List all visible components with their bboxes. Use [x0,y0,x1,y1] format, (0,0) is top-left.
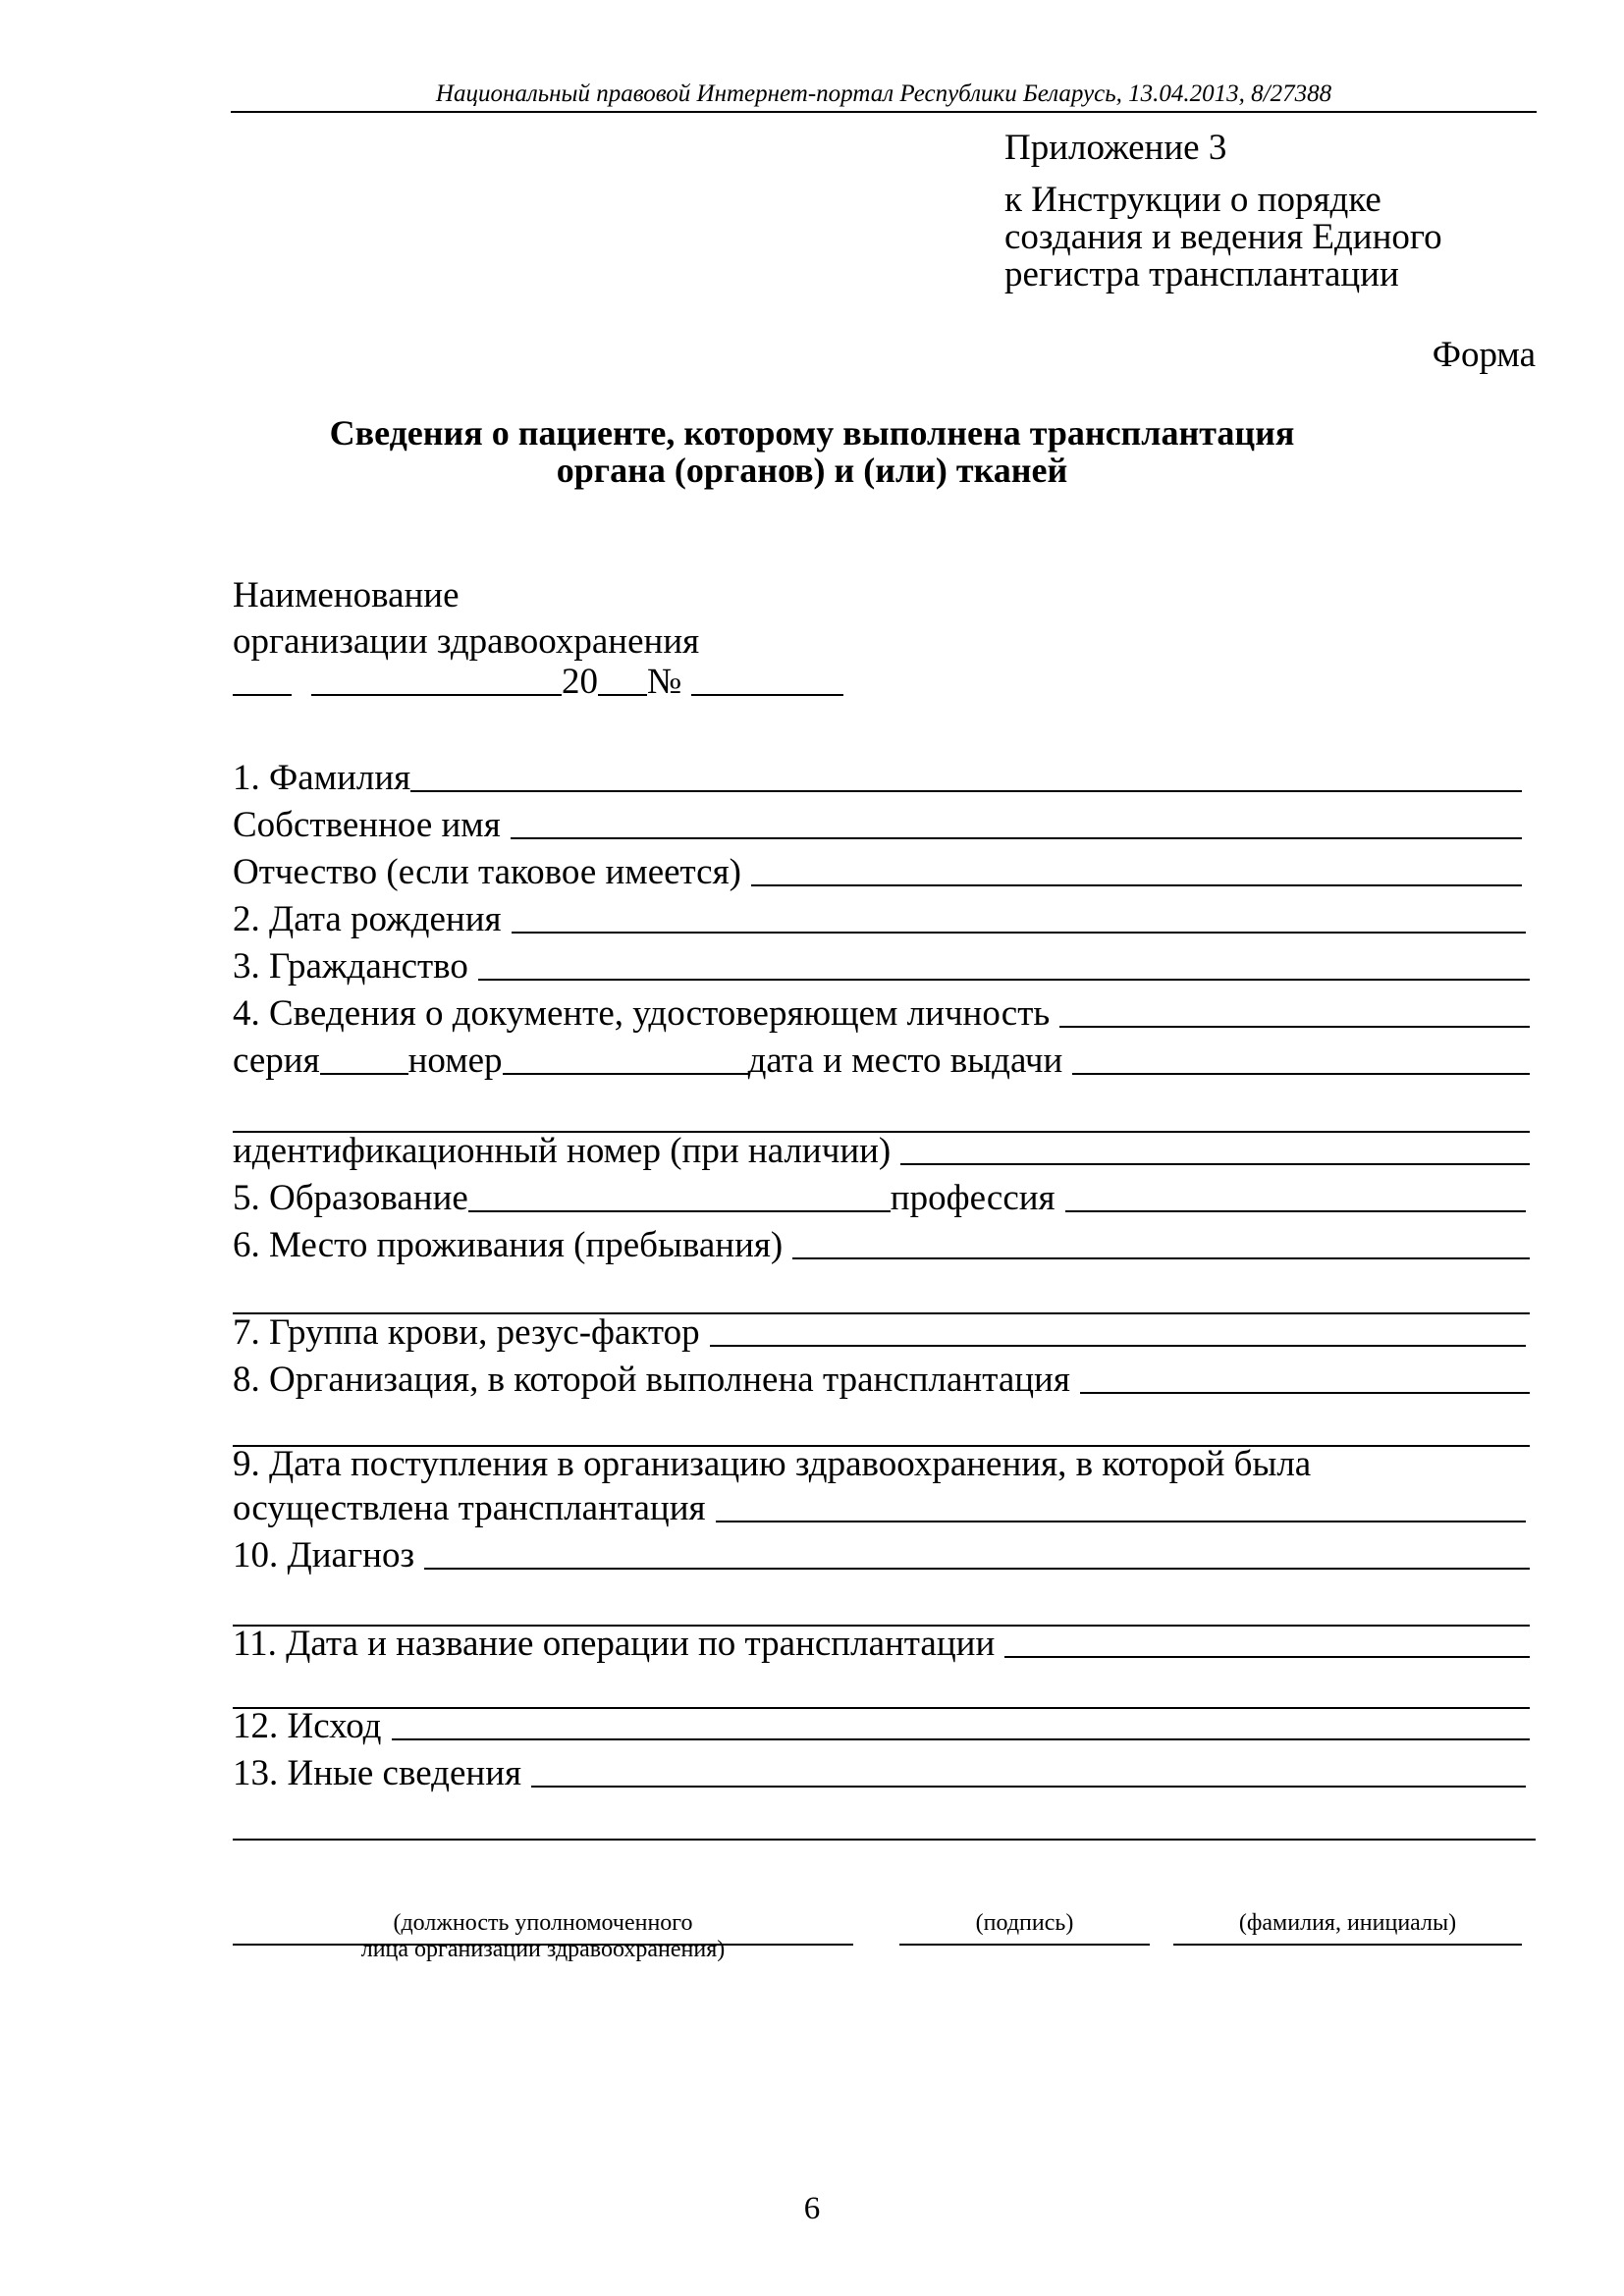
birth-date-field[interactable] [512,932,1526,934]
blood-field[interactable] [710,1345,1526,1347]
surname-field[interactable] [410,790,1522,792]
admission-label: осуществлена трансплантация [233,1488,706,1528]
education-field[interactable] [468,1210,891,1212]
page-number: 6 [803,2191,821,2226]
org-date-number-row [233,660,920,703]
day-field[interactable] [233,694,292,696]
other-row [233,1751,1526,1794]
series-label: серия [233,1041,320,1081]
id-document-field[interactable] [1059,1026,1530,1028]
admission-field[interactable] [716,1521,1526,1522]
operation-label: 11. Дата и название операции по трансплантации [233,1624,996,1664]
admission-label: 9. Дата поступления в организацию здравоохранения, в которой была [233,1444,1312,1484]
operation-row [233,1622,1530,1665]
number-sign: № [647,662,682,702]
document-details-row [233,1039,1530,1082]
form-title: Сведения о пациенте, которому выполнена трансплантация [329,413,1295,453]
position-caption: лица организации здравоохранения) [360,1937,726,1962]
appendix-number: Приложение 3 [1004,128,1227,168]
series-field[interactable] [320,1073,408,1075]
signature-caption: (подпись) [975,1910,1074,1936]
continuation-line[interactable] [233,1839,1536,1841]
year-prefix: 20 [562,662,598,702]
birth-date-label: 2. Дата рождения [233,899,502,939]
first-name-label: Собственное имя [233,805,501,845]
diagnosis-row [233,1533,1530,1576]
number-label: номер [407,1041,503,1081]
outcome-field[interactable] [392,1738,1530,1740]
transplant-org-field[interactable] [1080,1392,1530,1394]
education-label: 5. Образование [233,1178,468,1218]
blood-label: 7. Группа крови, резус-фактор [233,1312,700,1353]
diagnosis-field[interactable] [424,1568,1530,1570]
id-number-field[interactable] [900,1163,1530,1165]
portal-header: Национальный правовой Интернет-портал Республики Беларусь, 13.04.2013, 8/27388 [231,80,1537,113]
issue-label: дата и место выдачи [747,1041,1063,1081]
signature-line[interactable] [899,1944,1150,1946]
residence-row [233,1223,1530,1266]
birth-date-row [233,897,1526,940]
id-document-label: 4. Сведения о документе, удостоверяющем личность [233,993,1051,1034]
doc-number-field[interactable] [503,1073,748,1075]
profession-label: профессия [890,1178,1056,1218]
surname-row [233,756,1522,799]
org-name-label: организации здравоохранения [233,621,700,662]
outcome-row [233,1704,1530,1747]
appendix-ref-line: к Инструкции о порядке [1004,180,1381,220]
blood-row [233,1310,1526,1354]
patronymic-field[interactable] [751,884,1522,886]
admission-row [233,1486,1526,1529]
id-document-row [233,991,1530,1035]
diagnosis-label: 10. Диагноз [233,1535,415,1575]
id-number-row [233,1129,1530,1172]
transplant-org-row [233,1358,1530,1401]
surname-label: 1. Фамилия [233,758,411,798]
other-label: 13. Иные сведения [233,1753,522,1793]
appendix-ref-line: создания и ведения Единого [1004,217,1442,257]
form-title: органа (органов) и (или) тканей [556,451,1068,490]
transplant-org-label: 8. Организация, в которой выполнена трансплантация [233,1360,1070,1400]
org-name-label: Наименование [233,575,460,615]
month-field[interactable] [311,694,562,696]
residence-field[interactable] [792,1257,1530,1259]
first-name-field[interactable] [511,837,1522,839]
residence-label: 6. Место проживания (пребывания) [233,1225,784,1265]
position-caption: (должность уполномоченного [393,1910,693,1936]
patronymic-label: Отчество (если таковое имеется) [233,852,741,892]
name-caption: (фамилия, инициалы) [1238,1910,1457,1936]
patronymic-row [233,850,1522,893]
issue-field[interactable] [1072,1073,1530,1075]
outcome-label: 12. Исход [233,1706,382,1746]
citizenship-row [233,944,1530,988]
year-field[interactable] [598,694,647,696]
first-name-row [233,803,1522,846]
number-field[interactable] [691,694,843,696]
id-number-label: идентификационный номер (при наличии) [233,1131,892,1171]
profession-field[interactable] [1065,1210,1526,1212]
operation-field[interactable] [1004,1656,1530,1658]
form-label: Форма [1432,335,1536,375]
citizenship-field[interactable] [478,979,1530,981]
name-line[interactable] [1173,1944,1522,1946]
citizenship-label: 3. Гражданство [233,946,468,987]
appendix-ref-line: регистра трансплантации [1004,254,1399,294]
other-field[interactable] [531,1786,1526,1788]
education-row [233,1176,1526,1219]
